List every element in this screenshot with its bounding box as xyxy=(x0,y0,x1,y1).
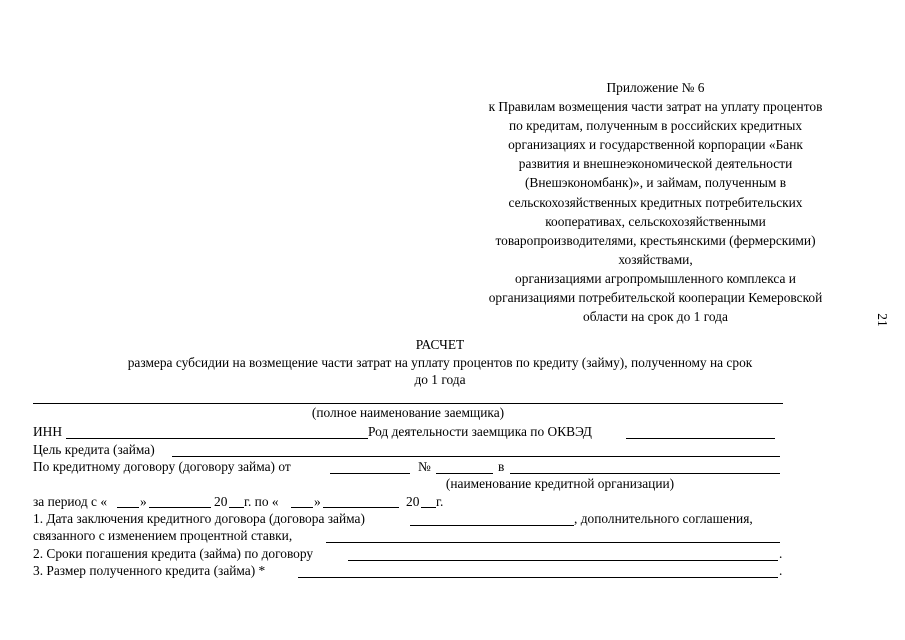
appendix-line: области на срок до 1 года xyxy=(583,309,728,325)
appendix-line: организациях и государственной корпорации «Банк xyxy=(508,137,803,153)
appendix-line: организациями агропромышленного комплекса и xyxy=(515,270,796,286)
appendix-line: организациями потребительской кооперации Кемеровской xyxy=(488,290,823,306)
item2-end: . xyxy=(779,546,783,561)
period-to-year-field[interactable] xyxy=(421,507,436,508)
item1-addendum-field[interactable] xyxy=(326,542,780,543)
appendix-line: по кредитам, полученным в российских кредитных xyxy=(508,118,803,134)
appendix-line: (Внешэкономбанк)», и займам, полученным в xyxy=(524,175,787,191)
item2-repayment-field[interactable] xyxy=(348,560,778,561)
purpose-label: Цель кредита (займа) xyxy=(33,442,155,457)
bank-name-caption: (наименование кредитной организации) xyxy=(445,476,675,491)
item2-label: 2. Сроки погашения кредита (займа) по договору xyxy=(33,546,314,561)
period-to-label: г. по « xyxy=(244,494,279,509)
borrower-name-caption: (полное наименование заемщика) xyxy=(311,405,505,420)
contract-number-label: № xyxy=(418,459,431,474)
period-to-day-field[interactable] xyxy=(291,507,313,508)
period-from-month-field[interactable] xyxy=(149,507,211,508)
inn-field[interactable] xyxy=(66,438,368,439)
period-from-year-field[interactable] xyxy=(229,507,244,508)
item3-amount-field[interactable] xyxy=(298,577,778,578)
period-from-label: за период с « xyxy=(33,494,108,509)
contract-label: По кредитному договору (договору займа) от xyxy=(33,459,291,474)
period-year-suffix: г. xyxy=(436,494,444,509)
appendix-line: товаропроизводителями, крестьянскими (фермерскими) xyxy=(495,232,816,248)
appendix-line: к Правилам возмещения части затрат на уплату процентов xyxy=(488,99,823,115)
page-number: 21 xyxy=(875,313,890,327)
period-quote-close: » xyxy=(314,494,321,509)
period-to-month-field[interactable] xyxy=(323,507,399,508)
okved-field[interactable] xyxy=(626,438,775,439)
appendix-line: кооперативах, сельскохозяйственными xyxy=(545,213,766,229)
item1-addendum-label: , дополнительного соглашения, xyxy=(574,511,753,526)
appendix-line: сельскохозяйственных кредитных потребительских xyxy=(508,194,803,210)
inn-label: ИНН xyxy=(33,424,63,439)
appendix-line: развития и внешнеэкономической деятельности xyxy=(518,156,793,172)
item1-label: 1. Дата заключения кредитного договора (договора займа) xyxy=(33,511,365,526)
period-year-prefix: 20 xyxy=(214,494,228,509)
contract-in-label: в xyxy=(498,459,505,474)
item3-end: . xyxy=(779,563,783,578)
appendix-line: хозяйствами, xyxy=(618,251,693,267)
appendix-header xyxy=(448,78,863,326)
okved-label: Род деятельности заемщика по ОКВЭД xyxy=(368,424,592,439)
item3-label: 3. Размер полученного кредита (займа) * xyxy=(33,563,266,578)
subtitle-line: размера субсидии на возмещение части затрат на уплату процентов по кредиту (займу), полученному на срок xyxy=(127,355,753,370)
period-quote-close: » xyxy=(140,494,147,509)
period-year-prefix: 20 xyxy=(406,494,420,509)
document-subtitle xyxy=(40,354,840,388)
subtitle-line: до 1 года xyxy=(414,372,466,387)
purpose-field[interactable] xyxy=(172,456,780,457)
contract-date-field[interactable] xyxy=(330,473,410,474)
document-title: РАСЧЕТ xyxy=(415,337,465,352)
period-from-day-field[interactable] xyxy=(117,507,139,508)
item1-rate-change-label: связанного с изменением процентной ставки, xyxy=(33,528,293,543)
borrower-name-field[interactable] xyxy=(33,403,783,404)
item1-date-field[interactable] xyxy=(410,525,574,526)
contract-number-field[interactable] xyxy=(436,473,493,474)
bank-name-field[interactable] xyxy=(510,473,780,474)
appendix-line: Приложение № 6 xyxy=(606,80,705,95)
